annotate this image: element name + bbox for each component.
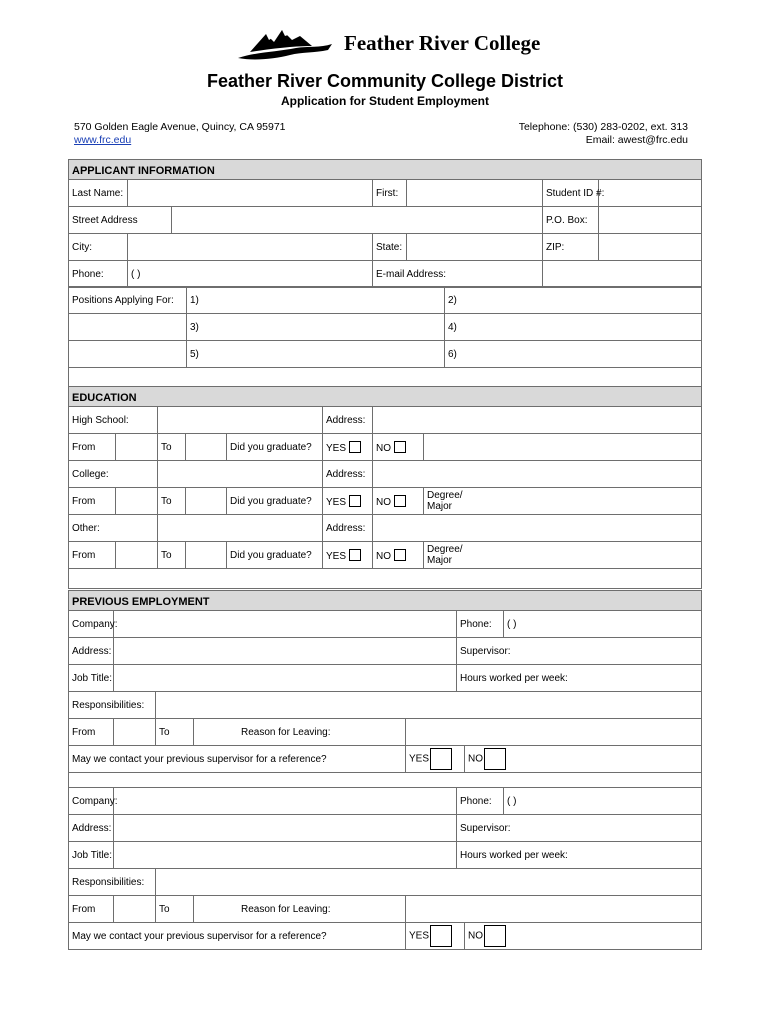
phone-label: Phone: [69, 261, 128, 288]
high-school-label: High School: [69, 407, 158, 434]
positions-spacer [69, 314, 187, 341]
college-graduate-label: Did you graduate? [227, 488, 323, 515]
reason-1-field[interactable] [194, 719, 406, 746]
major-label: Major [427, 501, 453, 512]
supervisor-2-field[interactable] [457, 815, 702, 842]
phone-2-label: Phone: [457, 788, 504, 815]
street-input[interactable] [172, 207, 543, 234]
other-to-label: To [158, 542, 186, 569]
other-address-input[interactable] [373, 515, 702, 542]
college-no-checkbox[interactable] [394, 495, 406, 507]
college-contact [519, 121, 688, 147]
college-to-input[interactable] [186, 488, 227, 515]
no-label: NO [376, 550, 391, 562]
other-yes-option[interactable] [323, 542, 373, 569]
employment-heading: PREVIOUS EMPLOYMENT [69, 591, 702, 611]
yes-label: YES [409, 753, 430, 765]
college-input[interactable] [158, 461, 323, 488]
hs-from-label: From [69, 434, 116, 461]
company-2-label: Company: [69, 788, 114, 815]
college-to-label: To [158, 488, 186, 515]
hs-no-checkbox[interactable] [394, 441, 406, 453]
high-school-input[interactable] [158, 407, 323, 434]
emp-2-to-label: To [156, 896, 194, 923]
emp-2-from-input[interactable] [114, 896, 156, 923]
hs-to-label: To [158, 434, 186, 461]
company-1-input[interactable] [114, 611, 457, 638]
college-address [74, 121, 286, 147]
no-label: NO [468, 753, 483, 765]
website-link[interactable]: www.frc.edu [74, 134, 132, 146]
state-input[interactable] [407, 234, 543, 261]
entry-spacer [69, 773, 702, 788]
address-2-label: Address: [69, 815, 114, 842]
company-2-input[interactable] [114, 788, 457, 815]
hs-graduate-label: Did you graduate? [227, 434, 323, 461]
reason-2-input[interactable] [406, 896, 702, 923]
contact-2-no-checkbox[interactable] [484, 925, 506, 947]
other-from-input[interactable] [116, 542, 158, 569]
other-yes-checkbox[interactable] [349, 549, 361, 561]
hs-no-option[interactable] [373, 434, 424, 461]
contact-2-no[interactable] [465, 923, 702, 950]
education-section [68, 386, 702, 589]
phone-1-label: Phone: [457, 611, 504, 638]
zip-label: ZIP: [543, 234, 599, 261]
applicant-section [68, 159, 702, 288]
college-yes-option[interactable] [323, 488, 373, 515]
address-1-label: Address: [69, 638, 114, 665]
supervisor-1-field[interactable] [457, 638, 702, 665]
first-name-input[interactable] [407, 180, 543, 207]
other-input[interactable] [158, 515, 323, 542]
college-from-label: From [69, 488, 116, 515]
position-4-input[interactable]: 4) [445, 314, 702, 341]
hs-to-input[interactable] [186, 434, 227, 461]
positions-section [68, 286, 702, 388]
no-label: NO [376, 442, 391, 454]
contact-1-yes[interactable] [406, 746, 465, 773]
college-address-label: Address: [323, 461, 373, 488]
street-address: 570 Golden Eagle Avenue, Quincy, CA 95971 [74, 121, 286, 133]
student-id-label: Student ID #: [543, 180, 599, 207]
contact-1-no[interactable] [465, 746, 702, 773]
other-to-input[interactable] [186, 542, 227, 569]
supervisor-label: Supervisor: [460, 645, 511, 657]
student-id-input[interactable] [599, 180, 702, 207]
hs-yes-option[interactable] [323, 434, 373, 461]
other-label: Other: [69, 515, 158, 542]
emp-1-from-label: From [69, 719, 114, 746]
hs-yes-checkbox[interactable] [349, 441, 361, 453]
phone-1-input[interactable]: ( ) [504, 611, 702, 638]
hours-2-field[interactable] [457, 842, 702, 869]
other-no-option[interactable] [373, 542, 424, 569]
po-box-input[interactable] [599, 207, 702, 234]
reason-2-field[interactable] [194, 896, 406, 923]
college-label: College: [69, 461, 158, 488]
city-input[interactable] [128, 234, 373, 261]
degree-label: Degree/ [427, 544, 463, 555]
emp-1-to-label: To [156, 719, 194, 746]
job-title-2-input[interactable] [114, 842, 457, 869]
degree-label: Degree/ [427, 490, 463, 501]
yes-label: YES [326, 442, 347, 454]
reason-label: Reason for Leaving: [241, 903, 331, 915]
supervisor-label: Supervisor: [460, 822, 511, 834]
street-label: Street Address [69, 207, 172, 234]
section-spacer [69, 569, 702, 589]
other-no-checkbox[interactable] [394, 549, 406, 561]
no-label: NO [468, 930, 483, 942]
applicant-heading: APPLICANT INFORMATION [69, 160, 702, 180]
section-spacer [69, 368, 702, 388]
yes-label: YES [326, 550, 347, 562]
email-label: E-mail Address: [373, 261, 543, 288]
mountain-logo-icon [236, 22, 336, 66]
form-title: Application for Student Employment [280, 94, 489, 108]
responsibilities-2-label: Responsibilities: [69, 869, 156, 896]
employment-section [68, 590, 702, 950]
other-graduate-label: Did you graduate? [227, 542, 323, 569]
other-degree-field[interactable] [424, 542, 702, 569]
reason-1-input[interactable] [406, 719, 702, 746]
telephone: Telephone: (530) 283-0202, ext. 313 [518, 121, 688, 133]
college-address-input[interactable] [373, 461, 702, 488]
last-name-input[interactable] [128, 180, 373, 207]
job-title-2-label: Job Title: [69, 842, 114, 869]
company-1-label: Company: [69, 611, 114, 638]
contact-1-label: May we contact your previous supervisor for a reference? [69, 746, 406, 773]
responsibilities-2-input[interactable] [156, 869, 702, 896]
position-6-input[interactable]: 6) [445, 341, 702, 368]
hs-extra [424, 434, 702, 461]
emp-2-from-label: From [69, 896, 114, 923]
college-yes-checkbox[interactable] [349, 495, 361, 507]
responsibilities-1-label: Responsibilities: [69, 692, 156, 719]
education-heading: EDUCATION [69, 387, 702, 407]
contact-2-yes[interactable] [406, 923, 465, 950]
state-label: State: [373, 234, 407, 261]
city-label: City: [69, 234, 128, 261]
hours-1-field[interactable] [457, 665, 702, 692]
positions-spacer [69, 341, 187, 368]
contact-1-yes-checkbox[interactable] [430, 748, 452, 770]
other-address-label: Address: [323, 515, 373, 542]
yes-label: YES [326, 496, 347, 508]
zip-input[interactable] [599, 234, 702, 261]
hours-label: Hours worked per week: [460, 672, 568, 684]
contact-1-no-checkbox[interactable] [484, 748, 506, 770]
no-label: NO [376, 496, 391, 508]
position-3-input[interactable]: 3) [187, 314, 445, 341]
email-input[interactable] [543, 261, 702, 288]
yes-label: YES [409, 930, 430, 942]
job-title-1-input[interactable] [114, 665, 457, 692]
position-1-input[interactable]: 1) [187, 287, 445, 314]
college-logo [236, 22, 541, 66]
email: Email: awest@frc.edu [585, 134, 688, 146]
college-no-option[interactable] [373, 488, 424, 515]
reason-label: Reason for Leaving: [241, 726, 331, 738]
major-label: Major [427, 555, 453, 566]
college-degree-field[interactable] [424, 488, 702, 515]
hs-address-input[interactable] [373, 407, 702, 434]
college-name: Feather River College [344, 31, 541, 55]
college-from-input[interactable] [116, 488, 158, 515]
hs-from-input[interactable] [116, 434, 158, 461]
district-title: Feather River Community College District [206, 71, 564, 91]
contact-2-label: May we contact your previous supervisor for a reference? [69, 923, 406, 950]
address-1-input[interactable] [114, 638, 457, 665]
contact-2-yes-checkbox[interactable] [430, 925, 452, 947]
emp-1-from-input[interactable] [114, 719, 156, 746]
address-2-input[interactable] [114, 815, 457, 842]
phone-input[interactable]: ( ) [128, 261, 373, 288]
job-title-1-label: Job Title: [69, 665, 114, 692]
position-5-input[interactable]: 5) [187, 341, 445, 368]
po-box-label: P.O. Box: [543, 207, 599, 234]
positions-label: Positions Applying For: [69, 287, 187, 314]
responsibilities-1-input[interactable] [156, 692, 702, 719]
phone-2-input[interactable]: ( ) [504, 788, 702, 815]
hours-label: Hours worked per week: [460, 849, 568, 861]
first-name-label: First: [373, 180, 407, 207]
last-name-label: Last Name: [69, 180, 128, 207]
hs-address-label: Address: [323, 407, 373, 434]
other-from-label: From [69, 542, 116, 569]
position-2-input[interactable]: 2) [445, 287, 702, 314]
